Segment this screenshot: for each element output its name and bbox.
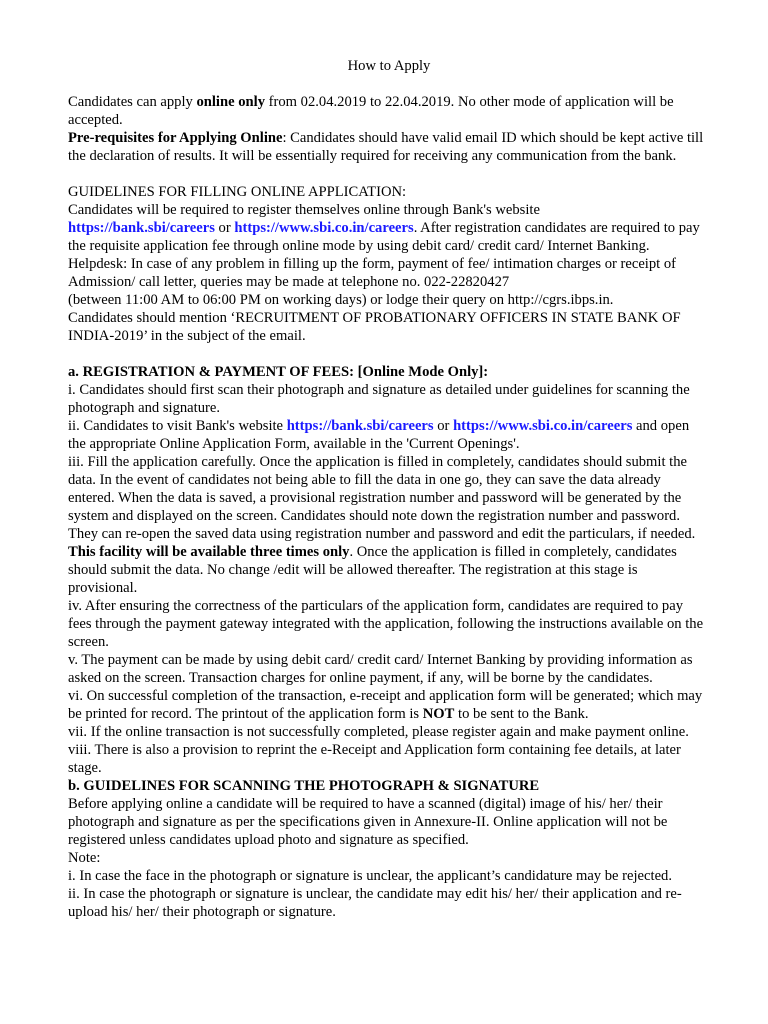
section-a-item-ii: ii. Candidates to visit Bank's website https://bank.sbi/careers or https://www.sbi.co.in/careers and open the appropriate Online Application Form, available in the 'Current Openings'. [68, 418, 690, 452]
note-label: Note: [68, 850, 101, 866]
online-only-emphasis: online only [196, 94, 265, 110]
helpdesk-timing: (between 11:00 AM to 06:00 PM on working days) or lodge their query on http://cgrs.ibps.in. [68, 292, 614, 308]
careers-link-sbi-co-in[interactable]: https://www.sbi.co.in/careers [234, 220, 414, 236]
section-a-item-iii: iii. Fill the application carefully. Once the application is filled in completely, candidates should submit the data. In the event of candidates not being able to fill the data in one go, they can save the data already entered. When the data is saved, a provisional registration number and password will be generated by the system and displayed on the screen. Candidates should note down the registration number and password. They can re-open the saved data using registration number and password and edit the particulars, if needed. This facility will be available three times only. Once the application is filled in completely, candidates should submit the data. No change /edit will be allowed thereafter. The registration at this stage is provisional. [68, 454, 696, 596]
note-item-ii: ii. In case the photograph or signature is unclear, the candidate may edit his/ her/ their application and re-upload his/ her/ their photograph or signature. [68, 886, 682, 920]
intro-paragraph-online-only: Candidates can apply online only from 02.04.2019 to 22.04.2019. No other mode of application will be accepted. [68, 94, 674, 128]
guidelines-heading: GUIDELINES FOR FILLING ONLINE APPLICATION: [68, 184, 407, 200]
three-times-emphasis: This facility will be available three times only [68, 544, 350, 560]
guidelines-register-line: Candidates will be required to register themselves online through Bank's website [68, 202, 540, 218]
section-a-item-iv: iv. After ensuring the correctness of the particulars of the application form, candidates are required to pay fees through the payment gateway integrated with the application, following the instructions available on the screen. [68, 598, 704, 650]
careers-link-sbi-co-in[interactable]: https://www.sbi.co.in/careers [453, 418, 633, 434]
careers-link-bank-sbi[interactable]: https://bank.sbi/careers [286, 418, 434, 434]
not-emphasis: NOT [422, 706, 455, 722]
helpdesk-paragraph: Helpdesk: In case of any problem in filling up the form, payment of fee/ intimation charges or receipt of Admission/ call letter, queries may be made at telephone no. 022-22820427 [68, 256, 677, 290]
section-a-item-v: v. The payment can be made by using debit card/ credit card/ Internet Banking by providing information as asked on the screen. Transaction charges for online payment, if any, will be borne by the candidates. [68, 652, 693, 686]
guidelines-links-paragraph: https://bank.sbi/careers or https://www.sbi.co.in/careers. After registration candidates are required to pay the requisite application fee through online mode by using debit card/ credit card/ Internet Banking. [68, 220, 700, 254]
spacer [68, 345, 710, 363]
careers-link-bank-sbi[interactable]: https://bank.sbi/careers [68, 220, 215, 236]
section-a-item-i: i. Candidates should first scan their photograph and signature as detailed under guidelines for scanning the photograph and signature. [68, 382, 690, 416]
section-a-item-viii: viii. There is also a provision to reprint the e-Receipt and Application form containing fee details, at later stage. [68, 742, 681, 776]
section-b-body: Before applying online a candidate will be required to have a scanned (digital) image of his/ her/ their photograph and signature as per the specifications given in Annexure-II. Online application will not be registered unless candidates upload photo and signature as specified. [68, 796, 668, 848]
section-a-item-vii: vii. If the online transaction is not successfully completed, please register again and make payment online. [68, 724, 689, 740]
email-subject-instruction: Candidates should mention ‘RECRUITMENT OF PROBATIONARY OFFICERS IN STATE BANK OF INDIA-2019’ in the subject of the email. [68, 310, 681, 344]
spacer [68, 165, 710, 183]
section-b-heading: b. GUIDELINES FOR SCANNING THE PHOTOGRAPH & SIGNATURE [68, 778, 540, 794]
page-title: How to Apply [347, 58, 431, 74]
intro-paragraph-prerequisites: Pre-requisites for Applying Online: Candidates should have valid email ID which should be kept active till the declaration of results. It will be essentially required for receiving any communication from the bank. [68, 130, 704, 164]
section-a-heading: a. REGISTRATION & PAYMENT OF FEES: [Online Mode Only]: [68, 364, 489, 380]
note-item-i: i. In case the face in the photograph or signature is unclear, the applicant’s candidature may be rejected. [68, 868, 672, 884]
prerequisites-label: Pre-requisites for Applying Online [68, 130, 283, 146]
document-page [68, 57, 710, 921]
section-a-item-vi: vi. On successful completion of the transaction, e-receipt and application form will be generated; which may be printed for record. The printout of the application form is NOT to be sent to the Bank. [68, 688, 703, 722]
